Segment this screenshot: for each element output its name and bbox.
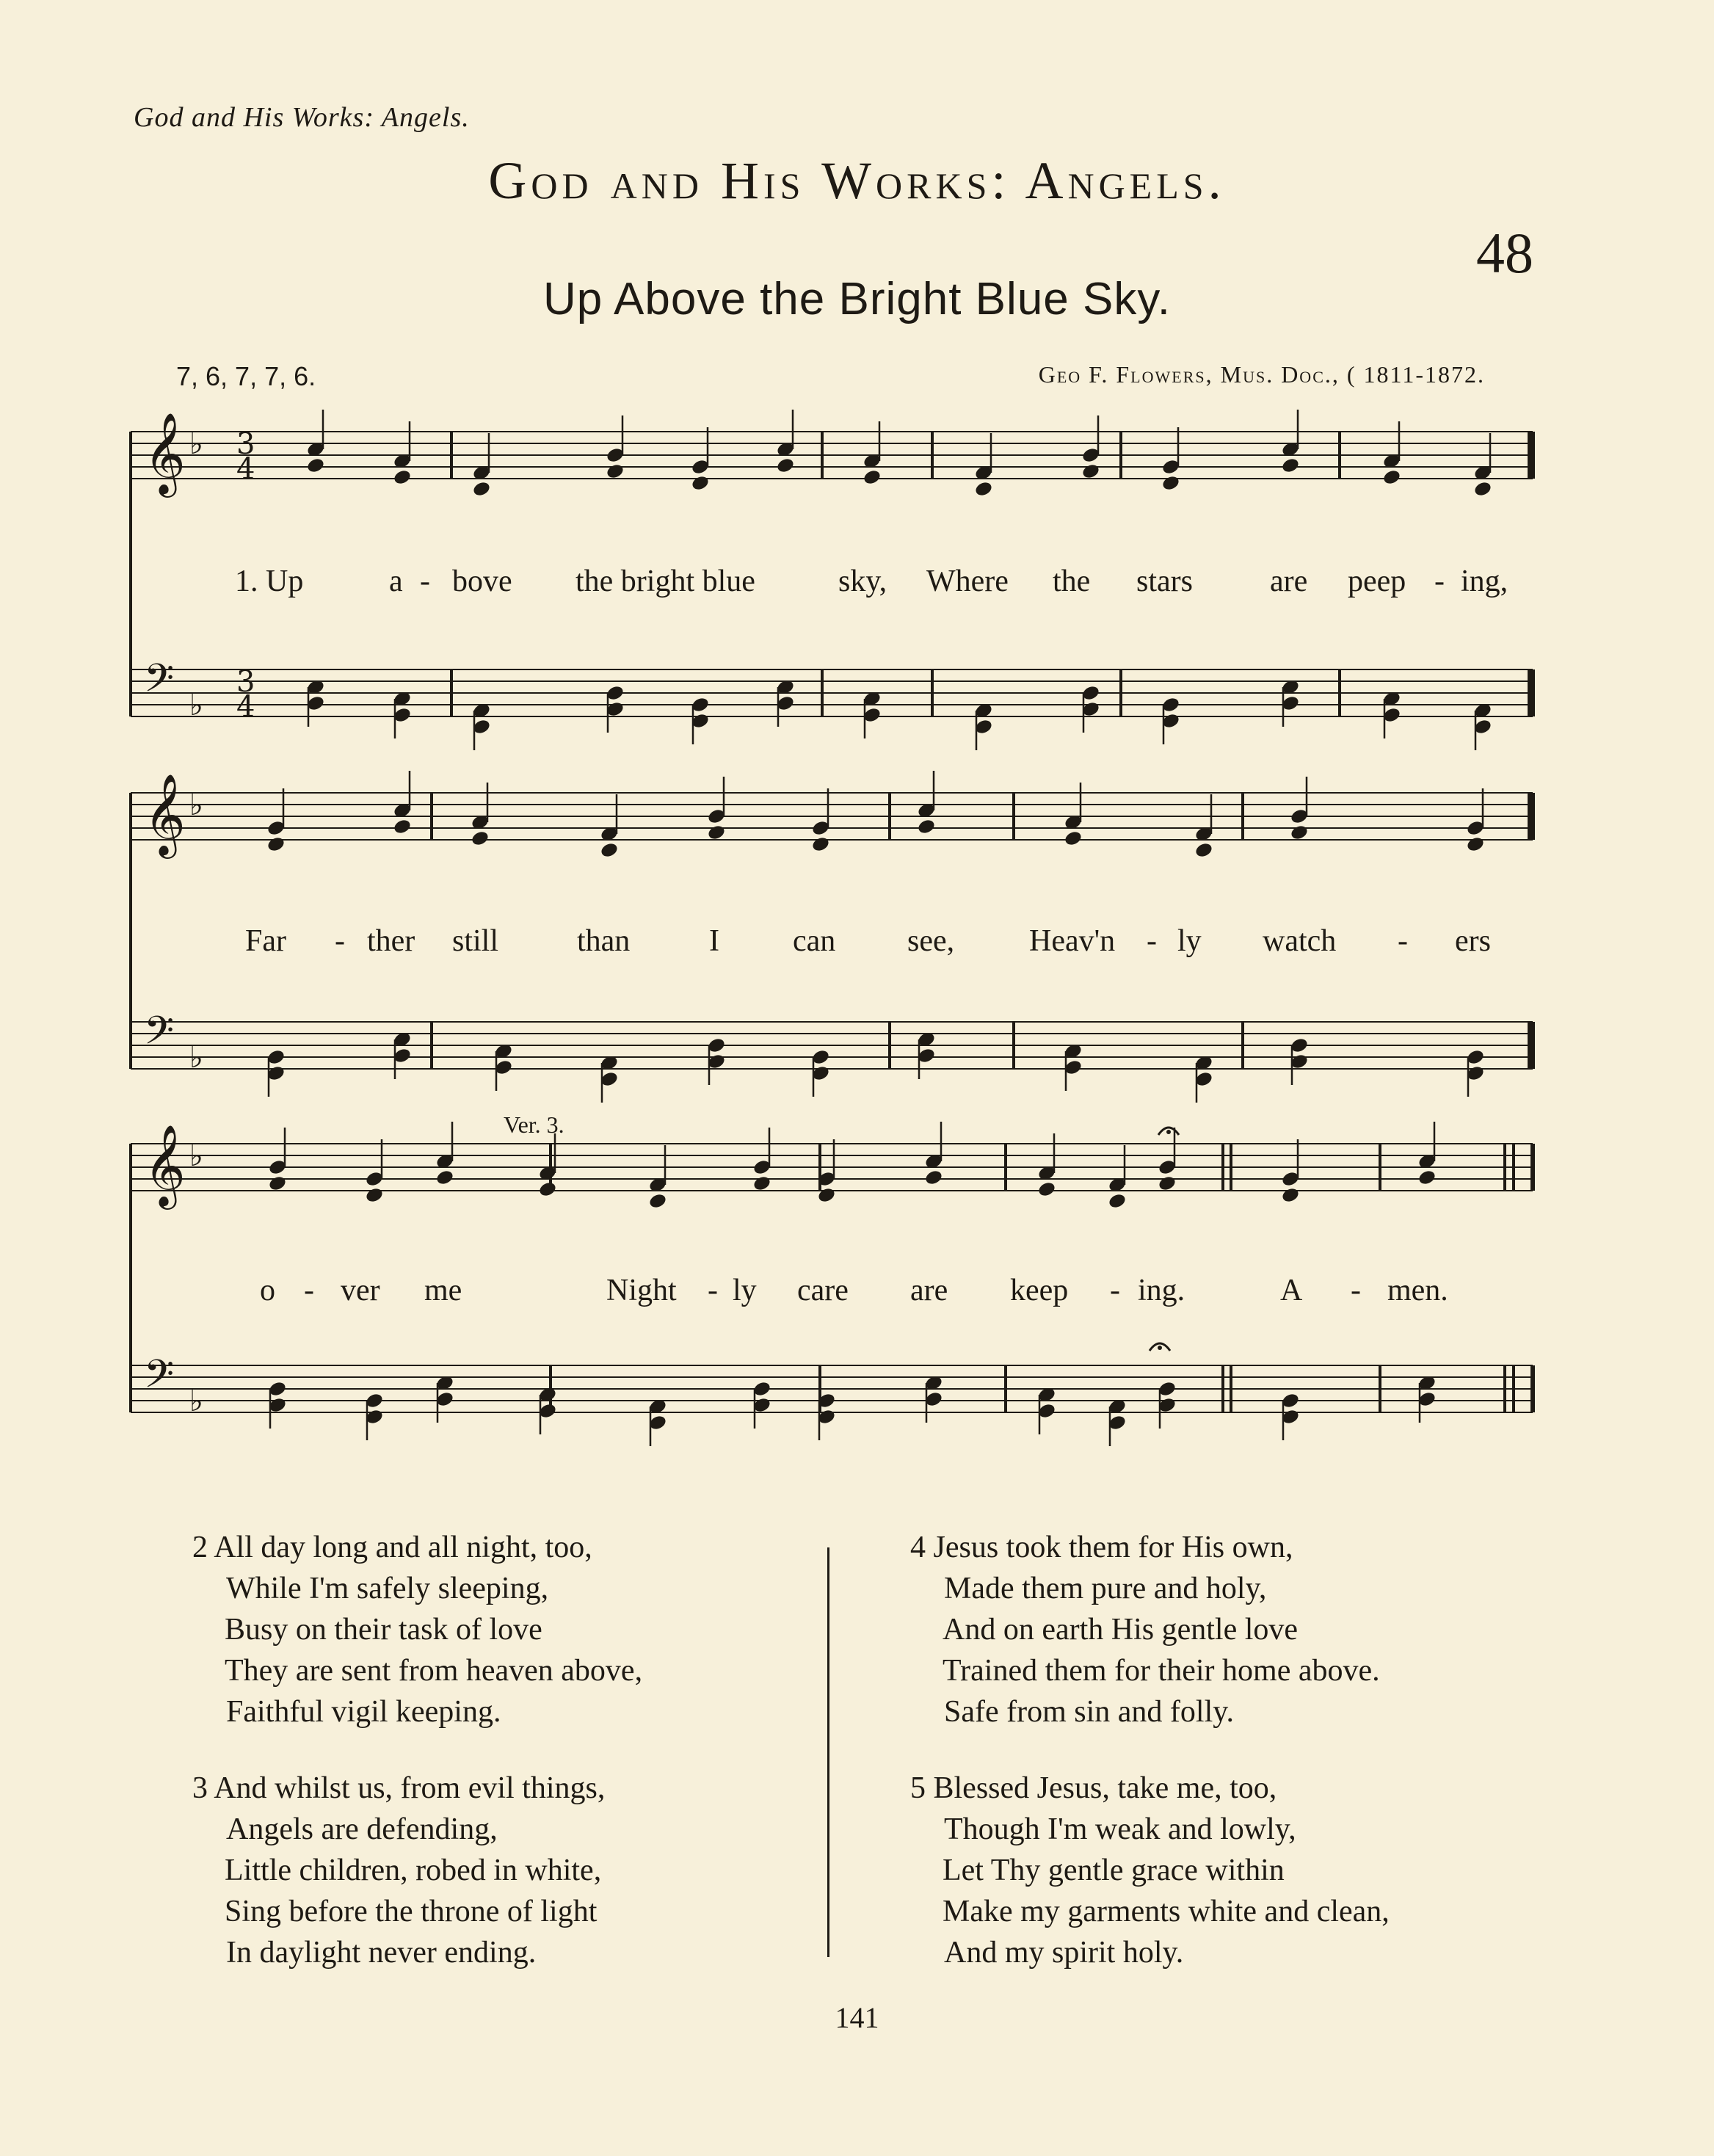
- verse-line: While I'm safely sleeping,: [226, 1572, 549, 1605]
- note-head: [1281, 1186, 1301, 1204]
- lyric-syllable: than: [577, 924, 631, 958]
- note-head: [393, 818, 413, 835]
- fermata-icon: [1158, 1346, 1162, 1350]
- verse-line: Safe from sin and folly.: [944, 1695, 1235, 1729]
- treble-clef-icon: 𝄞: [144, 1124, 186, 1206]
- time-signature: 3: [236, 665, 255, 699]
- note-head: [1037, 1180, 1057, 1198]
- note-head: [435, 1169, 455, 1186]
- verse-line: And my spirit holy.: [944, 1936, 1184, 1970]
- verse-line: Make my garments white and clean,: [943, 1895, 1390, 1928]
- lyric-syllable: me: [424, 1274, 462, 1307]
- lyric-syllable: bove: [452, 565, 512, 598]
- lyric-syllable: the bright blue: [575, 565, 755, 598]
- note-head: [472, 480, 492, 498]
- note-head: [538, 1180, 558, 1198]
- flat-icon: ♭: [189, 1384, 203, 1418]
- lyric-syllable: stars: [1136, 565, 1193, 598]
- lyric-hyphen: -: [1398, 924, 1408, 958]
- verse-line: All day long and all night, too,: [214, 1531, 592, 1564]
- lyric-syllable: Heav'n: [1029, 924, 1116, 958]
- verse-3: [192, 1768, 605, 1973]
- note-head: [811, 835, 831, 853]
- flat-icon: ♭: [189, 788, 203, 822]
- note-head: [606, 462, 625, 480]
- lyric-hyphen: -: [1110, 1274, 1120, 1307]
- note-head: [365, 1186, 385, 1204]
- flat-icon: ♭: [189, 1041, 203, 1075]
- verse-line: Little children, robed in white,: [225, 1854, 602, 1887]
- bass-clef-icon: 𝄢: [144, 656, 175, 711]
- note-head: [974, 480, 994, 498]
- verse-line: And on earth His gentle love: [943, 1613, 1299, 1647]
- time-signature: 4: [236, 690, 255, 724]
- note-head: [306, 457, 326, 474]
- lyric-syllable: sky,: [838, 565, 887, 598]
- lyric-hyphen: -: [420, 565, 430, 598]
- lyric-syllable: peep: [1348, 565, 1406, 598]
- verse-2: [192, 1527, 642, 1732]
- verse-line: Blessed Jesus, take me, too,: [933, 1771, 1277, 1805]
- lyric-hyphen: -: [335, 924, 345, 958]
- lyric-syllable: are: [1270, 565, 1308, 598]
- lyric-hyphen: -: [1351, 1274, 1361, 1307]
- note-head: [1194, 841, 1214, 859]
- lyric-syllable: ther: [367, 924, 415, 958]
- verse-line: Trained them for their home above.: [943, 1654, 1380, 1688]
- lyric-syllable: ly: [1177, 924, 1202, 958]
- note-head: [1382, 468, 1402, 486]
- composer-credit: Geo F. Flowers, Mus. Doc., ( 1811-1872.: [1038, 361, 1485, 388]
- note-head: [1417, 1169, 1437, 1186]
- lyric-syllable: Where: [926, 565, 1009, 598]
- verse-5: [910, 1768, 1390, 1973]
- note-head: [752, 1175, 772, 1192]
- lyric-syllable: Far: [245, 924, 286, 958]
- verse-marker: Ver. 3.: [504, 1111, 564, 1138]
- verse-line: They are sent from heaven above,: [225, 1654, 643, 1688]
- time-signature: 4: [236, 452, 255, 486]
- lyric-syllable: ing.: [1138, 1274, 1185, 1307]
- note-head: [1290, 824, 1310, 841]
- lyric-syllable: watch: [1263, 924, 1337, 958]
- verse-line: Faithful vigil keeping.: [226, 1695, 501, 1729]
- lyric-syllable: o: [260, 1274, 275, 1307]
- lyric-syllable: I: [709, 924, 719, 958]
- verse-line: Let Thy gentle grace within: [943, 1854, 1285, 1887]
- verse-number: 2: [192, 1531, 208, 1564]
- note-head: [268, 1175, 288, 1192]
- verse-line: Though I'm weak and lowly,: [944, 1812, 1296, 1846]
- note-head: [707, 824, 727, 841]
- note-head: [1473, 480, 1493, 498]
- lyric-syllable: Night: [606, 1274, 677, 1307]
- treble-clef-icon: 𝄞: [144, 412, 186, 494]
- page-number: 141: [835, 2001, 879, 2034]
- bass-clef-icon: 𝄢: [144, 1352, 175, 1407]
- note-head: [863, 468, 882, 486]
- note-head: [1161, 474, 1181, 492]
- lyric-syllable: ly: [733, 1274, 757, 1307]
- lyric-syllable: 1. Up: [235, 565, 304, 598]
- lyric-hyphen: -: [708, 1274, 718, 1307]
- hymn-title: Up Above the Bright Blue Sky.: [543, 274, 1171, 324]
- lyric-syllable: ver: [341, 1274, 380, 1307]
- note-head: [1158, 1175, 1177, 1192]
- hymn-number: 48: [1476, 221, 1533, 285]
- lyric-hyphen: -: [1434, 565, 1445, 598]
- note-head: [1064, 830, 1083, 847]
- lyric-syllable: still: [452, 924, 499, 958]
- verse-line: Busy on their task of love: [225, 1613, 542, 1647]
- lyric-syllable: can: [793, 924, 836, 958]
- note-head: [776, 457, 796, 474]
- verse-line: Sing before the throne of light: [225, 1895, 598, 1928]
- lyric-hyphen: -: [1147, 924, 1157, 958]
- verse-line: In daylight never ending.: [226, 1936, 537, 1970]
- note-head: [691, 474, 711, 492]
- lyric-syllable: ers: [1455, 924, 1491, 958]
- note-head: [917, 818, 937, 835]
- verse-line: Jesus took them for His own,: [933, 1531, 1293, 1564]
- lyric-syllable: ing,: [1461, 565, 1508, 598]
- lyric-syllable: a: [389, 565, 403, 598]
- lyric-syllable: A: [1280, 1274, 1303, 1307]
- verse-number: 5: [910, 1771, 926, 1805]
- lyric-syllable: keep: [1010, 1274, 1069, 1307]
- bass-clef-icon: 𝄢: [144, 1009, 175, 1063]
- note-head: [1281, 457, 1301, 474]
- verse-line: Angels are defending,: [226, 1812, 498, 1846]
- verse-line: And whilst us, from evil things,: [214, 1771, 606, 1805]
- lyric-syllable: care: [797, 1274, 849, 1307]
- flat-icon: ♭: [189, 427, 203, 461]
- note-head: [600, 841, 620, 859]
- note-head: [924, 1169, 944, 1186]
- meter: 7, 6, 7, 7, 6.: [176, 361, 316, 391]
- note-head: [393, 468, 413, 486]
- flat-icon: ♭: [189, 1139, 203, 1173]
- time-signature: 3: [236, 427, 255, 461]
- treble-clef-icon: 𝄞: [144, 773, 186, 855]
- note-head: [471, 830, 490, 847]
- verse-4: [910, 1527, 1380, 1732]
- column-divider: [827, 1547, 829, 1957]
- section-title: God and His Works: Angels.: [488, 151, 1226, 210]
- note-head: [1081, 462, 1101, 480]
- verse-number: 3: [192, 1771, 208, 1805]
- lyric-hyphen: -: [304, 1274, 314, 1307]
- note-head: [1108, 1192, 1127, 1210]
- verse-number: 4: [910, 1531, 926, 1564]
- note-head: [648, 1192, 668, 1210]
- flat-icon: ♭: [189, 689, 203, 722]
- verse-line: Made them pure and holy,: [944, 1572, 1267, 1605]
- fermata-icon: [1166, 1130, 1171, 1134]
- lyric-syllable: men.: [1387, 1274, 1448, 1307]
- lyric-syllable: the: [1053, 565, 1091, 598]
- note-head: [266, 835, 286, 853]
- lyric-syllable: are: [910, 1274, 948, 1307]
- note-head: [1466, 835, 1486, 853]
- running-head: God and His Works: Angels.: [134, 102, 470, 133]
- lyric-syllable: see,: [907, 924, 955, 958]
